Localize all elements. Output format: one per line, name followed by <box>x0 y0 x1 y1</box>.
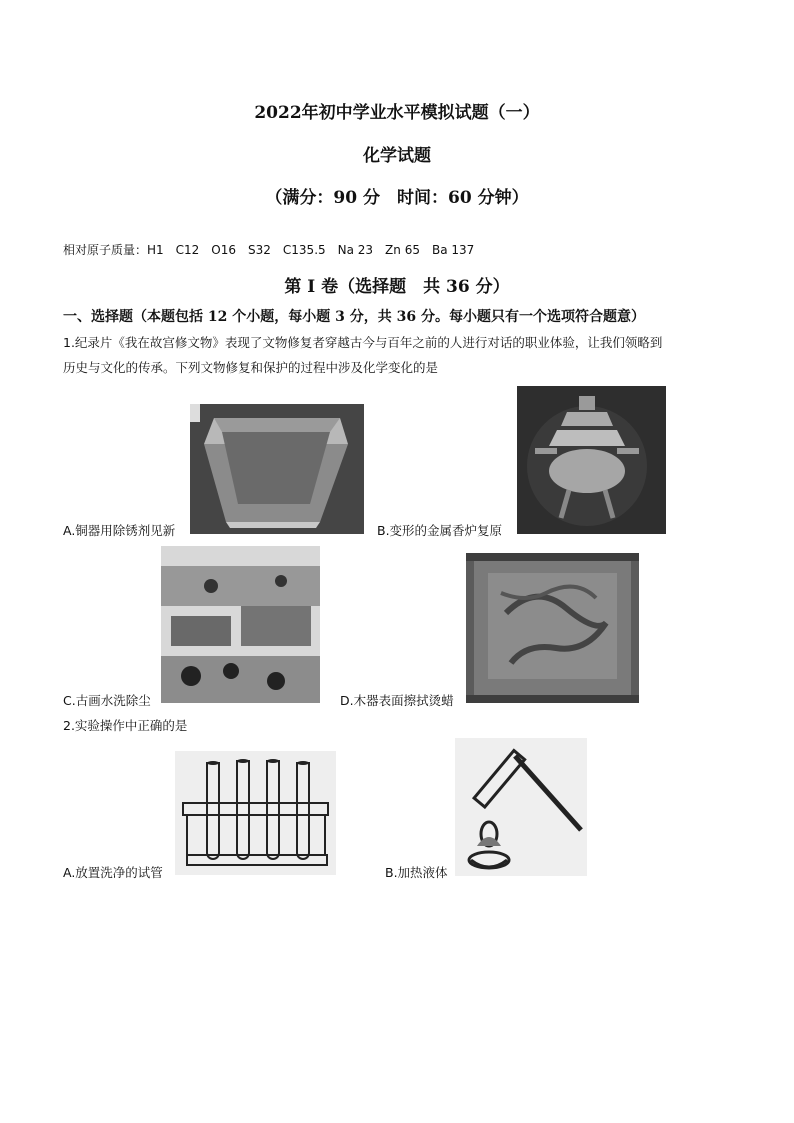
q1-option-c: C.古画水洗除尘 <box>63 693 151 708</box>
q2-option-b: B.加热液体 <box>385 865 448 880</box>
part-title: 第 I 卷（选择题 共 36 分） <box>284 277 510 297</box>
score-time: （满分：90 分 时间：60 分钟） <box>265 188 529 208</box>
exam-title: 2022年初中学业水平模拟试题（一） <box>254 103 540 123</box>
q1-option-a: A.铜器用除锈剂见新 <box>63 523 176 538</box>
subject-title: 化学试题 <box>363 146 431 166</box>
q1-option-d: D.木器表面擦拭烫蜡 <box>340 693 454 708</box>
section-heading: 一、选择题（本题包括 12 个小题，每小题 3 分，共 36 分。每小题只有一个选项符合题意） <box>63 309 645 325</box>
bronze-vessel-photo <box>190 404 364 534</box>
q2-option-a: A.放置洗净的试管 <box>63 865 163 880</box>
heating-liquid-image <box>455 738 587 876</box>
question-1-line-1: 1.纪录片《我在故宫修文物》表现了文物修复者穿越古今与百年之前的人进行对话的职业体验，让我们领略到 <box>63 335 663 350</box>
incense-burner-photo <box>517 386 666 534</box>
test-tube-rack-image <box>175 751 336 875</box>
q1-option-b: B.变形的金属香炉复原 <box>377 523 503 538</box>
atomic-masses: 相对原子质量：H1 C12 O16 S32 C135.5 Na 23 Zn 65 Ba 137 <box>63 243 475 257</box>
ancient-painting-photo <box>161 546 320 703</box>
question-2-stem: 2.实验操作中正确的是 <box>63 718 188 733</box>
carved-wood-photo <box>466 553 639 703</box>
question-1-line-2: 历史与文化的传承。下列文物修复和保护的过程中涉及化学变化的是 <box>63 360 439 375</box>
